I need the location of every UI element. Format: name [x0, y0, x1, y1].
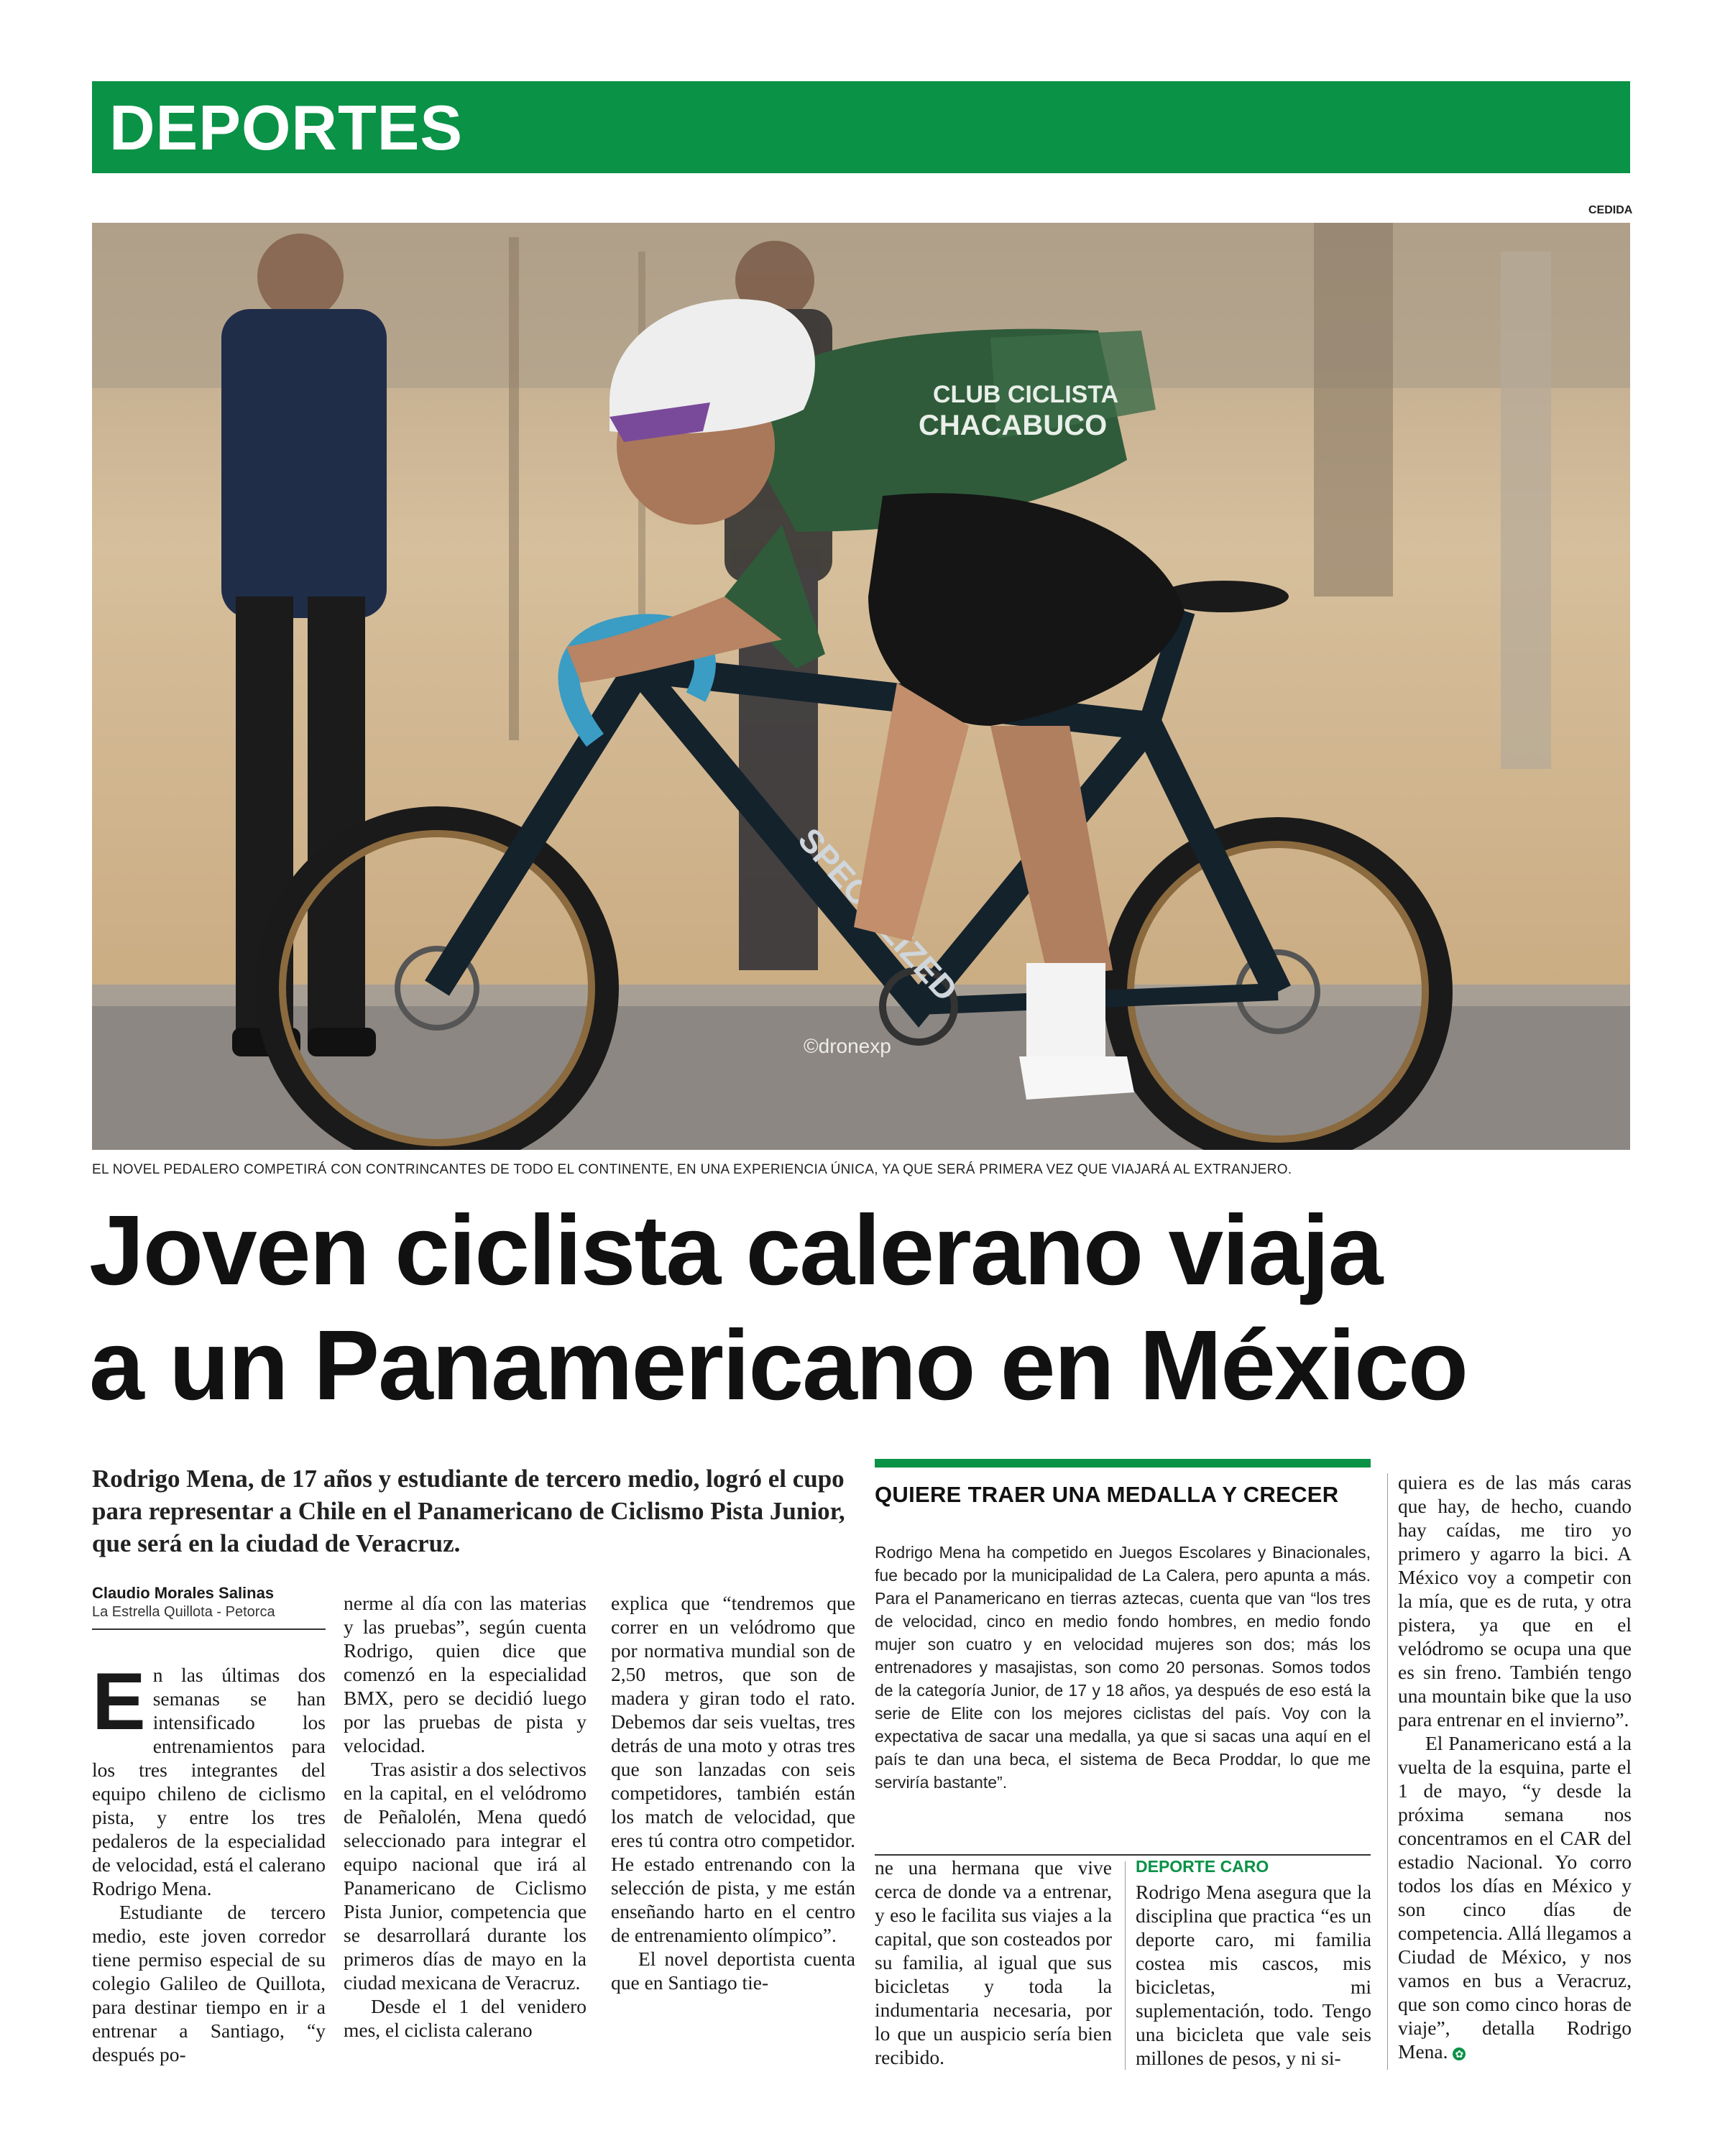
article-deck: Rodrigo Mena, de 17 años y estudiante de tercero medio, logró el cupo para representar a Chile en el Panamericano de Ciclismo Pista Junior, que será en la ciudad de Veracruz.	[92, 1465, 845, 1557]
sidebar-body: Rodrigo Mena ha competido en Juegos Escolares y Binacionales, fue becado por la municipalidad de La Calera, pero apunta a más. Para el Panamericano en tierras aztecas, cuenta que van “los tres de velocidad, cinco en medio fondo hombres, en medio fondo mujer son cuatro y en velocidad mujeres son dos; más los entrenadores y masajistas, son como 20 personas. Somos todos de la categoría Junior, de 17 y 18 años, ya después de eso está la serie de Elite con los mejores ciclistas del país. Voy con la expectativa de sacar una medalla, ya que si sacas una aquí en el país te dan una beca, el sistema de Beca Proddar, lo que me serviría bastante”.	[875, 1543, 1371, 1792]
body-column-4	[875, 1856, 1112, 2069]
body-paragraph: Rodrigo Mena asegura que la disciplina que practica “es un deporte caro, mi familia costea mis cascos, mis bicicletas, mi suplementación, todo. Tengo una bicicleta que vale seis millones de pesos, y ni si-	[1136, 1881, 1371, 2069]
photo-credit: CEDIDA	[1588, 204, 1633, 216]
end-mark-icon: ✿	[1453, 2047, 1466, 2060]
body-column-5	[1136, 1880, 1371, 2070]
body-paragraph: ne una hermana que vive cerca de donde va a entrenar, y eso le facilita sus viajes a la capital, que son costeados por su familia, al igual que sus bicicletas y toda la indumentaria necesaria, por lo que un auspicio sería bien recibido.	[875, 1856, 1112, 2068]
cyclist-illustration	[92, 223, 1630, 1150]
headline-line: a un Panamericano en México	[89, 1310, 1468, 1421]
headline-line: Joven ciclista calerano viaja	[89, 1195, 1382, 1306]
body-paragraph: Estudiante de tercero medio, este joven corredor tiene permiso especial de su colegio Galileo de Quillota, para destinar tiempo en ir a entrenar a Santiago, “y después po-	[92, 1901, 326, 2065]
body-paragraph: El novel deportista cuenta que en Santiago tie-	[611, 1948, 855, 1994]
photo-watermark: ©dronexp	[804, 1035, 891, 1057]
section-title: DEPORTES	[109, 92, 464, 163]
jersey-text: CHACABUCO	[919, 410, 1108, 441]
body-column-1	[92, 1657, 326, 2066]
cyclist-photo	[92, 223, 1630, 1150]
subheading: DEPORTE CARO	[1136, 1857, 1269, 1876]
body-paragraph: El Panamericano está a la vuelta de la esquina, parte el 1 de mayo, “y desde la próxima semana nos concentramos en el CAR del estadio Nacional. Yo corro todos los días en México y son cinco días de competencia. Allá llegamos a Ciudad de México, y nos vamos en bus a Veracruz, que son como cinco horas de viaje”, detalla Rodrigo Mena.	[1398, 1732, 1632, 2063]
section-banner	[92, 81, 1630, 173]
body-paragraph: Tras asistir a dos selectivos en la capital, en el velódromo de Peñalolén, Mena quedó seleccionado para integrar el equipo nacional que irá al Panamericano de Ciclismo Pista Junior, competencia que se desarrollará durante los primeros días de mayo en la ciudad mexicana de Veracruz.	[344, 1758, 586, 1994]
body-column-6	[1398, 1470, 1632, 2063]
column-divider	[1125, 1861, 1126, 2070]
body-paragraph: n las últimas dos semanas se han intensificado los entrenamientos para los tres integrantes del equipo chileno de ciclismo pista, y entre los tres pedaleros de la especialidad de velocidad, está el calerano Rodrigo Mena.	[92, 1664, 326, 1899]
body-paragraph: nerme al día con las materias y las pruebas”, según cuenta Rodrigo, quien dice que comenzó en la especialidad BMX, pero se decidió luego por las pruebas de pista y velocidad.	[344, 1592, 586, 1756]
body-column-3	[611, 1591, 855, 1994]
sidebar-title: QUIERE TRAER UNA MEDALLA Y CRECER	[875, 1482, 1339, 1507]
byline-outlet: La Estrella Quillota - Petorca	[92, 1604, 275, 1620]
body-paragraph: explica que “tendremos que correr en un velódromo que por normativa mundial son de 2,50 metros, que son de madera y giran todo el rato. Debemos dar seis vueltas, tres detrás de una moto y otras tres que son lanzadas con seis competidores, también están los match de velocidad, que eres tú contra otro competidor. He estado entrenando con la selección de pista, y me están enseñando harto en el centro de entrenamiento olímpico”.	[611, 1592, 855, 1946]
byline-author: Claudio Morales Salinas	[92, 1584, 275, 1602]
byline-divider	[92, 1628, 326, 1630]
body-paragraph: Desde el 1 del venidero mes, el ciclista calerano	[344, 1995, 586, 2041]
sidebar-accent-bar	[875, 1459, 1371, 1468]
headline	[89, 1193, 1642, 1423]
jersey-text: CLUB CICLISTA	[933, 381, 1119, 408]
column-divider	[1387, 1473, 1388, 2070]
photo-caption: EL NOVEL PEDALERO COMPETIRÁ CON CONTRINCANTES DE TODO EL CONTINENTE, EN UNA EXPERIENCIA ÚNICA, YA QUE SERÁ PRIMERA VEZ QUE VIAJARÁ AL EXTRANJERO.	[92, 1162, 1292, 1177]
body-column-2	[344, 1591, 586, 2042]
body-paragraph: quiera es de las más caras que hay, de hecho, cuando hay caídas, me tiro yo primero y agarro la bici. A México voy a competir con la mía, que es de ruta, y otra pistera, ya que en el velódromo se ocupa una que es sin freno. También tengo una mountain bike que la uso para entrenar en el invierno”.	[1398, 1471, 1632, 1731]
drop-cap: E	[92, 1657, 146, 1746]
